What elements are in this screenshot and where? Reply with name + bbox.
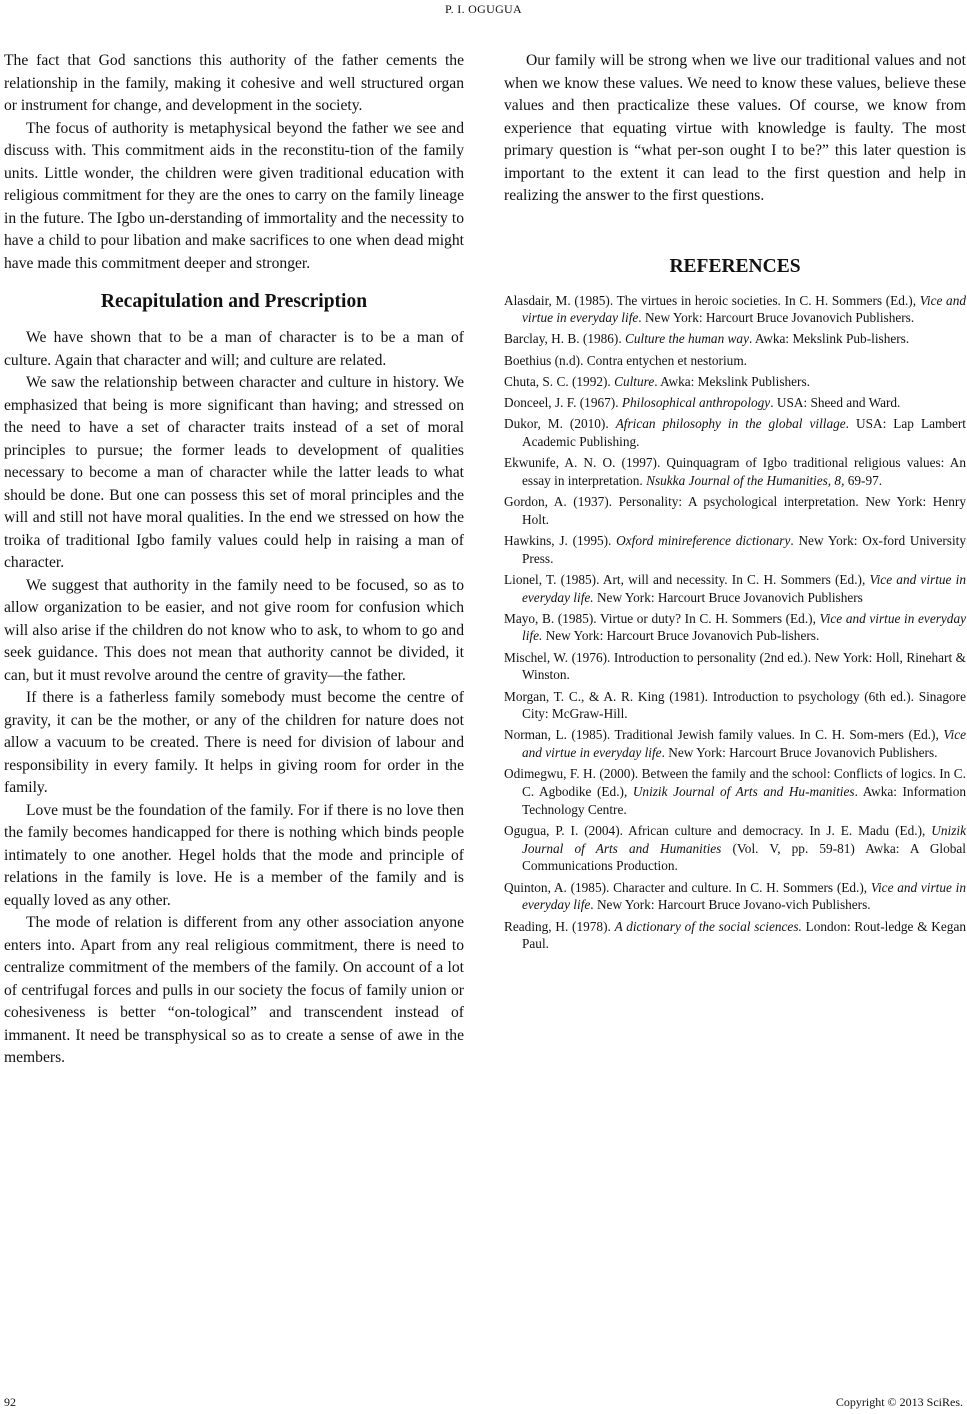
reference-text: Alasdair, M. (1985). The virtues in heroic societies. In C. H. Sommers (Ed.), [504,292,920,308]
reference-text: Reading, H. (1978). [504,918,615,934]
reference-text: . USA: Sheed and Ward. [770,395,901,411]
reference-text: Gordon, A. (1937). Personality: A psychological interpretation. New York: Henry Holt. [504,494,966,527]
reference-entry [504,726,966,761]
reference-entry [504,765,966,818]
reference-text: London: Rout-ledge & Kegan Paul. [522,918,966,952]
reference-title: Vice and virtue in everyday life [522,292,967,326]
reference-text: Donceel, J. F. (1967). [504,395,622,411]
reference-text: Morgan, T. C., & A. R. King (1981). Introduction to psychology (6th ed.). Sinagore City: McGraw-Hill. [504,688,966,722]
reference-text: Hawkins, J. (1995). [504,532,617,548]
reference-entry [504,532,966,567]
reference-title: Vice and virtue in everyday life [522,727,966,761]
reference-text: New York: Harcourt Bruce Jovanovich Pub-lishers. [542,628,820,644]
reference-text: Lionel, T. (1985). Art, will and necessity. In C. H. Sommers (Ed.), [504,571,870,587]
reference-entry [504,394,966,412]
reference-title: A dictionary of the social sciences. [614,918,802,934]
reference-text: . Awka: Information Technology Centre. [522,784,966,817]
reference-entry [504,292,966,327]
reference-text: Norman, L. (1985). Traditional Jewish family values. In C. H. Som-mers (Ed.), [504,727,944,743]
reference-text: Boethius (n.d). Contra entychen et nestorium. [504,352,747,368]
body-paragraph: Love must be the foundation of the family. For if there is no love then the family becomes handicapped for there is nothing which binds people intimately to one another. Hegel holds that the mode and principle of relations in the family is love. He is a member of the family and is equally loved as any other. [4,801,464,909]
reference-entry [504,918,966,953]
reference-text: Ogugua, P. I. (2004). African culture and democracy. In J. E. Madu (Ed.), [504,822,932,838]
references-heading: REFERENCES [669,255,801,277]
reference-text: Mayo, B. (1985). Virtue or duty? In C. H. Sommers (Ed.), [504,610,820,626]
reference-text: Odimegwu, F. H. (2000). Between the family and the school: Conflicts of logics. In C. C. Agbodike (Ed.), [504,766,966,800]
reference-title: Oxford minireference dictionary [616,532,791,548]
reference-entry [504,373,966,391]
reference-entry [504,610,966,645]
reference-list [504,292,966,953]
body-paragraph: If there is a fatherless family somebody must become the centre of gravity, it can be the mother, or any of the children for nature does not allow a vacuum to be created. There is need for division of labour and responsibility in every family. It helps in giving room for order in the family. [4,689,464,796]
reference-entry [504,822,966,875]
reference-title: Vice and virtue in everyday life. [522,571,966,605]
running-head: P. I. OGUGUA [445,2,522,16]
reference-entry [504,352,966,370]
reference-text: Barclay, H. B. (1986). [504,331,625,347]
right-column [504,50,966,956]
reference-text: Ekwunife, A. N. O. (1997). Quinquagram of Igbo traditional religious values: An essay in interpretation. [504,455,966,488]
reference-text: Quinton, A. (1985). Character and culture. In C. H. Sommers (Ed.), [504,879,871,895]
reference-text: . New York: Harcourt Bruce Jovano-vich Publishers. [590,897,871,913]
reference-text: Dukor, M. (2010). [504,416,616,432]
section-heading: Recapitulation and Prescription [100,291,368,312]
left-column [4,50,464,1070]
reference-text: (Vol. V, pp. 59-81) Awka: A Global Communications Production. [522,840,967,874]
reference-text: Chuta, S. C. (1992). [504,373,615,389]
reference-entry [504,571,966,606]
reference-title: Unizik Journal of Arts and Humanities [522,822,966,856]
reference-title: Vice and virtue in everyday life [522,879,966,913]
body-paragraph: The mode of relation is different from any other association anyone enters into. Apart from any real religious commitment, there is need to centralize commitment of the members of the family. On account of a lot of centrifugal forces and pulls in our society the focus of family union or cohesiveness is better “on-tological” and transcendent instead of immanent. It need be transphysical so as to create a sense of awe in the members. [4,914,464,1066]
body-paragraph: The fact that God sanctions this authority of the father cements the relationship in the family, making it cohesive and well structured organ or instrument for change, and development in the society. [4,52,464,114]
reference-text: . New York: Harcourt Bruce Jovanovich Publishers. [638,310,915,326]
reference-entry [504,454,966,489]
reference-entry [504,649,966,684]
reference-title: Philosophical anthropology [621,395,771,411]
reference-text: Mischel, W. (1976). Introduction to personality (2nd ed.). New York: Holl, Rinehart & Winston. [504,649,966,683]
reference-text: . Awka: Mekslink Pub-lishers. [748,331,910,347]
reference-text: . New York: Ox-ford University Press. [522,532,966,566]
reference-entry [504,688,966,723]
reference-title: Nsukka Journal of the Humanities, 8, [646,472,845,488]
reference-text: 69-97. [844,472,883,488]
body-paragraph: We suggest that authority in the family need to be focused, so as to allow organization to be easier, and not give room for confusion which will also arise if the children do not know who to ask, to whom to go and seek guidance. This does not mean that authority cannot be divided, it can, but it must revolve around the centre of gravity—the father. [4,576,464,684]
reference-title: African philosophy in the global village [615,416,846,432]
reference-text: . New York: Harcourt Bruce Jovanovich Publishers. [661,745,938,761]
body-paragraph: The focus of authority is metaphysical beyond the father we see and discuss with. This commitment aids in the reconstitu-tion of the family units. Little wonder, the children were given traditional education with religious commitment for they are the ones to carry on the family lineage in the future. The Igbo un-derstanding of immortality and the necessity to have a child to pour libation and make sacrifices to one when dead might have made this commitment deeper and stronger. [4,119,464,272]
reference-entry [504,415,966,450]
reference-title: Culture the human way [625,331,749,347]
reference-text: . Awka: Mekslink Publishers. [654,373,810,389]
reference-text: New York: Harcourt Bruce Jovanovich Publishers [593,589,863,605]
reference-title: Unizik Journal of Arts and Hu-manities [632,784,855,800]
body-paragraph: We have shown that to be a man of character is to be a man of culture. Again that character and will; and culture are related. [4,329,464,369]
copyright-notice: Copyright © 2013 SciRes. [835,1395,963,1409]
reference-title: Culture [614,373,655,389]
reference-entry [504,879,966,914]
body-paragraph: We saw the relationship between character and culture in history. We emphasized that being is more significant than having; and stressed on the need to have a set of character traits instead of a set of moral principles to pursue; the former leads to development of qualities necessary to become a man of character while the latter leads to what should be done. But one can possess this set of moral principles and the will and still not have moral qualities. In the end we stressed on how the troika of traditional Igbo family values could help in raising a man of character. [4,374,464,571]
page-number: 92 [4,1395,16,1409]
reference-entry [504,493,966,528]
reference-title: Vice and virtue in everyday life. [522,610,966,644]
body-paragraph: Our family will be strong when we live our traditional values and not when we know these values. We need to know these values, believe these values and then practicalize these values. Of course, we know from experience that equating virtue with knowledge is faulty. The most primary question is “what per-son ought I to be?” this later question is important to the extent it can lead to the first question and help in realizing the answer to the first questions. [504,52,966,204]
reference-entry [504,330,966,348]
reference-text: . USA: Lap Lambert Academic Publishing. [522,416,966,449]
